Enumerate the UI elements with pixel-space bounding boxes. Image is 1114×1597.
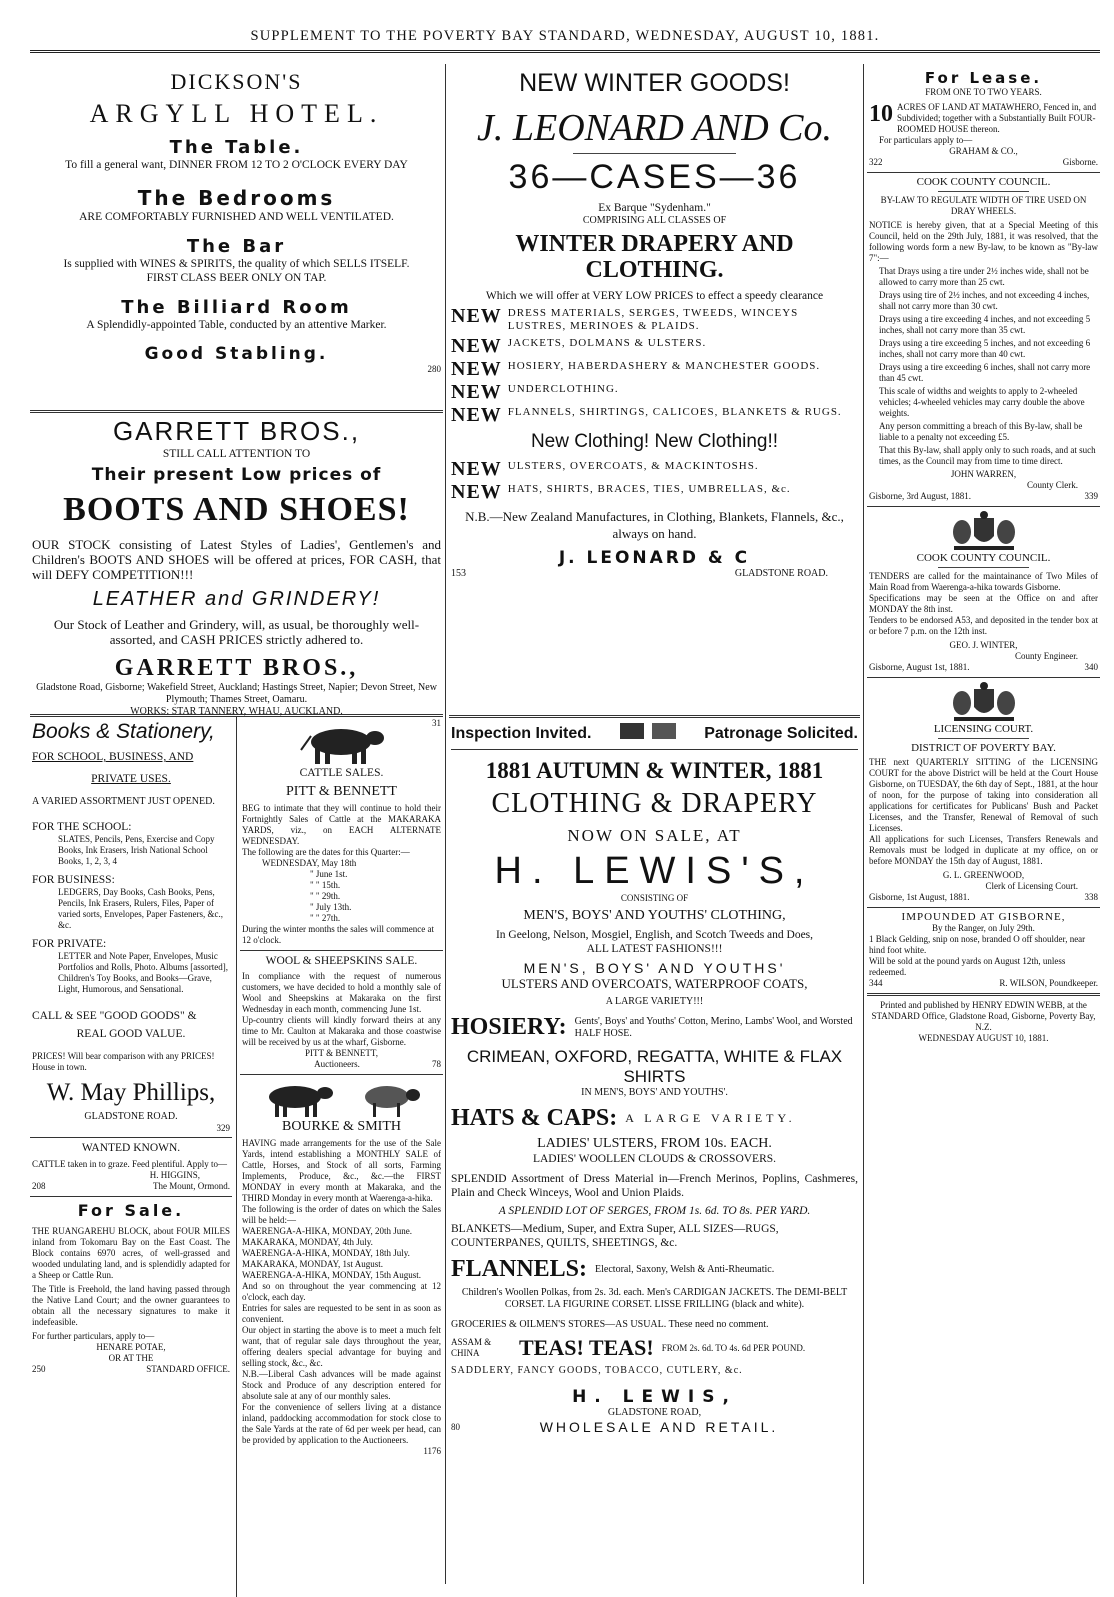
books-column [30,717,232,1379]
ad-headline: LEATHER and GRINDERY! [92,588,381,610]
ad-address: GLADSTONE ROAD. [734,568,828,579]
ad-text: In compliance with the request of numerous customers, we have decided to hold a monthly sale of Wool and Sheepskins at Makaraka on the first Wednesday in each month, commencing June 1st. [242,971,441,1014]
ad-date: Gisborne, 1st August, 1881. [869,892,970,902]
ad-text: FROM ONE TO TWO YEARS. [925,87,1042,97]
ad-contact: JOHN WARREN, [950,469,1017,479]
section-text: To fill a general want, DINNER FROM 12 TO 2 O'CLOCK EVERY DAY [65,159,408,171]
wanted-ad [30,1138,232,1197]
ad-works: WORKS: STAR TANNERY, WHAU, AUCKLAND. [130,706,343,717]
ad-number: 340 [1084,662,1098,672]
ad-text: By the Ranger, on July 29th. [932,923,1035,933]
ad-text: BY-LAW TO REGULATE WIDTH OF TIRE USED ON DRAY WHEELS. [880,195,1087,216]
new-item [451,306,858,333]
header-rule [30,50,1100,53]
new-item-text: DRESS MATERIALS, SERGES, TWEEDS, WINCEYS LUSTRES, MERINOES & PLAIDS. [507,307,799,332]
date-item: WAERENGA-A-HIKA, MONDAY, 15th August. [242,1270,422,1280]
new-item-text: ULSTERS, OVERCOATS, & MACKINTOSHS. [507,460,759,472]
ad-number: 280 [427,364,441,374]
ad-text: LADIES' WOOLLEN CLOUDS & CROSSOVERS. [532,1153,777,1165]
garrett-bros-ad [30,413,443,728]
imprint [867,996,1100,1048]
new-item-text: FLANNELS, SHIRTINGS, CALICOES, BLANKETS & RUGS. [507,406,842,418]
ad-text: In Geelong, Nelson, Mosgiel, English, and Scotch Tweeds and Does, [495,929,814,941]
cattle-sales-ad [240,717,443,951]
date-item: " " 15th. [310,880,341,890]
newspaper-page [30,28,1100,1588]
ad-title: CATTLE SALES. [299,767,384,779]
ad-text: SPLENDID Assortment of Dress Material in—French Merinos, Poplins, Cashmeres, Plain and Check Winceys, Wool and Union Plaids. [451,1173,858,1199]
ad-title: For Lease. [924,69,1043,87]
ad-text: ULSTERS AND OVERCOATS, WATERPROOF COATS, [501,976,808,991]
ad-text: Clerk of Licensing Court. [985,881,1078,891]
coat-of-arms-icon [869,681,1098,723]
new-item [451,382,858,402]
column-divider [236,717,237,1597]
books-ad [30,717,232,1138]
ad-title: Books & Stationery, [32,720,215,743]
ad-contact: H. HIGGINS, [149,1170,200,1180]
date-item: MAKARAKA, MONDAY, 4th July. [242,1237,373,1247]
new-item-text: HOSIERY, HABERDASHERY & MANCHESTER GOODS. [507,360,821,372]
ad-text: Will be sold at the pound yards on August 12th, unless redeemed. [869,956,1066,977]
licensing-court-ad [867,678,1100,908]
ad-date: Gisborne, 3rd August, 1881. [869,491,971,501]
new-label: NEW [451,381,502,403]
ad-text: MEN'S, BOYS' AND YOUTHS' CLOTHING, [523,908,786,923]
ad-text: Our object in starting the above is to meet a much felt want, that of regular sale days throughout the year, offering dealers special advantage for buying and selling stock, &c., &c. [242,1325,441,1368]
ad-headline: TEAS! TEAS! [519,1335,654,1360]
argyll-hotel-ad [30,66,443,413]
ad-contact: G. L. GREENWOOD, [942,870,1025,880]
ad-text: The Title is Freehold, the land having passed through the Native Land Court; and the owner guarantees to obtain all the necessary signatures to make it indefeasible. [32,1284,230,1327]
ad-headline: BOOTS AND SHOES! [63,491,410,528]
column-divider [863,64,864,1584]
ad-contact: HENARE POTAE, [96,1342,166,1352]
bylaw-rule: Any person committing a breach of this By-law, shall be liable to a penalty not exceeding £5. [879,421,1083,442]
ad-text: MEN'S, BOYS' AND YOUTHS' [523,960,786,976]
ad-number: 338 [1084,892,1098,902]
section-heading: The Billiard Room [121,297,352,318]
new-label: NEW [451,481,502,503]
ad-title: WANTED KNOWN. [81,1142,181,1154]
bull-icon [242,720,441,766]
ad-title: GARRETT BROS., [112,416,361,446]
lewis-ad [449,718,860,1438]
ad-title: COOK COUNTY COUNCIL. [916,176,1051,188]
section-text: ARE COMFORTABLY FURNISHED AND WELL VENTILATED. [79,211,394,223]
ad-headline: 1881 AUTUMN & WINTER, 1881 [485,758,824,783]
ad-text: All applications for such Licenses, Transfers Renewals and Removals must be lodged in duplicate at my office, on or before MONDAY the 15th day of August, 1881. [869,834,1098,866]
ad-contact: The Mount, Ormond. [153,1181,230,1191]
divider [938,738,1030,739]
ad-number: 329 [216,1123,230,1133]
date-item: " June 1st. [310,869,348,879]
ad-text: IN MEN'S, BOYS' AND YOUTHS'. [581,1087,728,1098]
ad-text: GLADSTONE ROAD. [84,1111,178,1122]
ad-text: THE next QUARTERLY SITTING of the LICENSING COURT for the above District will be held at the Court House Gisborne, on TUESDAY, the 6th day of Sept., 1881, at the hour of noon, for the purpose of taking into consideration all applications for certificates for Publicans' Bush and Packet Licenses, and the Transfer, Renewal of Removal of such Licenses. [869,757,1098,833]
ad-contact: GRAHAM & CO., [949,146,1018,156]
bylaw-rules [869,266,1098,467]
left-column [30,66,443,1597]
council-tender-ad [867,507,1100,678]
divider [573,153,736,154]
section-text: LEDGERS, Day Books, Cash Books, Pens, Pencils, Ink Erasers, Rulers, Files, Paper of varied sorts, Envelopes, Paper Fasteners, &c., &c. [58,887,223,930]
ad-address: GLADSTONE ROAD, [607,1407,702,1418]
ad-headline: 36—CASES—36 [508,158,801,196]
ad-firm: PITT & BENNETT [286,784,397,799]
ad-firm: BOURKE & SMITH [281,1119,401,1134]
ad-text: A VARIED ASSORTMENT JUST OPENED. [32,796,215,807]
section-text: Is supplied with WINES & SPIRITS, the quality of which SELLS ITSELF. [63,258,410,270]
new-item [451,336,858,356]
ad-text: County Engineer. [1015,651,1078,661]
ad-headline: FLANNELS: [451,1256,588,1282]
bylaw-rule: This scale of widths and weights to apply to 2-wheeled vehicles; 4-wheeled vehicles may carry double the above weights. [879,386,1085,418]
ad-text: DISTRICT OF POVERTY BAY. [911,742,1056,754]
ad-text: TENDERS are called for the maintainance of Two Miles of Main Road from Waerenga-a-hika towards Gisborne. [869,571,1098,592]
ad-number: 208 [32,1181,46,1191]
ad-text: 10 [869,101,893,127]
ad-text: For the convenience of sellers living at a distance inland, paddocking accommodation for stock close to the Sale Yards at the rate of 6d per week per head, can be provided by application to the Auctioneers. [242,1402,441,1445]
page-header: SUPPLEMENT TO THE POVERTY BAY STANDARD, WEDNESDAY, AUGUST 10, 1881. [250,28,880,44]
ad-text: FROM 2s. 6d. TO 4s. 6d PER POUND. [661,1342,806,1353]
ad-text: SADDLERY, FANCY GOODS, TOBACCO, CUTLERY, &c. [451,1365,743,1376]
ad-text: STILL CALL ATTENTION TO [162,448,311,460]
ad-text: LADIES' ULSTERS, FROM 10s. EACH. [537,1136,772,1151]
ad-text: Specifications may be seen at the Office on and after MONDAY the 8th inst. [869,593,1098,614]
crest-icon [618,721,678,746]
ad-text: Inspection Invited. [451,724,592,742]
ad-headline: HATS & CAPS: [451,1105,618,1131]
ad-title: ARGYLL HOTEL. [89,99,384,128]
ad-title: COOK COUNTY COUNCIL. [916,552,1051,564]
middle-column [449,66,860,1438]
new-item [451,405,858,425]
ad-title: IMPOUNDED AT GISBORNE, [901,911,1066,923]
ad-contact: GEO. J. WINTER, [949,640,1018,650]
ad-text: THE RUANGAREHU BLOCK, about FOUR MILES inland from Tokomaru Bay on the East Coast. The Block contains 6970 acres, of well-grassed and wooded undulating land, and is splendidly adapted for a Sheep or Cattle Run. [32,1226,230,1280]
ad-text: For particulars apply to— [879,135,973,145]
ad-text: HAVING made arrangements for the use of the Sale Yards, intend establishing a MONTHLY SALE of Cattle, Horses, and Stock of all sorts, Farming Implements, Produce, &c., &c.—the FIRST MONDAY in every month at Makaraka, and the THIRD Monday in every month at Waerenga-a-hika. [242,1138,441,1203]
ad-text: The following is the order of dates on which the Sales will be held:— [242,1204,441,1225]
ad-headline: CRIMEAN, OXFORD, REGATTA, WHITE & FLAX SHIRTS [466,1047,843,1086]
ad-title: W. May Phillips, [46,1079,216,1106]
section-heading: The Bar [186,236,287,257]
ad-text: Gisborne. [1062,157,1098,167]
ad-contact: R. WILSON, Poundkeeper. [999,978,1098,988]
new-label: NEW [451,358,502,380]
section-heading: FOR PRIVATE: [32,938,107,950]
leonard-ad [449,66,860,718]
ad-number: 339 [1084,491,1098,501]
ad-address: Gladstone Road, Gisborne; Wakefield Street, Auckland; Hastings Street, Napier; Devon Street, New Plymouth; Thames Street, Oamaru. [36,682,437,705]
ad-signature: H. LEWIS, [572,1387,737,1407]
section-text: SLATES, Pencils, Pens, Exercise and Copy Books, Ink Erasers, Irish National School Books, 1, 2, 3, 4 [58,834,215,866]
ad-text: A LARGE VARIETY. [625,1111,796,1125]
cow-and-sheep-icon [242,1079,441,1119]
ad-text: A LARGE VARIETY!!! [605,996,704,1007]
ad-text: Electoral, Saxony, Welsh & Anti-Rheumatic. [595,1263,775,1275]
divider [938,191,1030,192]
ad-text: And so on throughout the year commencing at 12 o'clock, each day. [242,1281,441,1302]
ad-text: During the winter months the sales will commence at 12 o'clock. [242,924,434,945]
ad-text: BLANKETS—Medium, Super, and Extra Super, ALL SIZES—RUGS, COUNTERPANES, QUILTS, SHEETINGS, &c. [451,1223,779,1249]
lease-ad [867,66,1100,173]
ad-number: 250 [32,1364,46,1374]
ad-number: 153 [451,568,466,579]
ad-text: ACRES OF LAND AT MATAWHERO, Fenced in, and Subdivided; together with a Substantially Built FOUR-ROOMED HOUSE thereon. [897,102,1097,134]
ad-signature: J. LEONARD & C [558,548,751,568]
ad-headline: CLOTHING & DRAPERY [491,788,818,819]
ad-text: NOW ON SALE, AT [567,826,742,845]
ad-headline: New Clothing! New Clothing!! [530,431,779,452]
ad-number: 1176 [423,1446,441,1456]
date-item: WAERENGA-A-HIKA, MONDAY, 20th June. [242,1226,412,1236]
ad-text: Ex Barque "Sydenham." [598,202,711,214]
new-item-text: HATS, SHIRTS, BRACES, TIES, UMBRELLAS, &c. [507,483,791,495]
section-text: FIRST CLASS BEER ONLY ON TAP. [146,272,327,284]
ad-text: FOR SCHOOL, BUSINESS, AND [32,751,194,763]
for-sale-ad [30,1197,232,1379]
ad-date: Gisborne, August 1st, 1881. [869,662,970,672]
ad-name: DICKSON'S [170,69,303,94]
ad-text: CALL & SEE "GOOD GOODS" & [32,1010,197,1022]
new-label: NEW [451,458,502,480]
date-item: MAKARAKA, MONDAY, 1st August. [242,1259,384,1269]
ad-firm: PITT & BENNETT, [305,1048,378,1058]
ad-text: OUR STOCK consisting of Latest Styles of Ladies', Gentlemen's and Children's BOOTS AND SHOES will be offered at prices, FOR CASH, that will DEFY COMPETITION!!! [32,537,441,582]
ad-text: A SPLENDID LOT OF SERGES, FROM 1s. 6d. TO 8s. PER YARD. [498,1205,811,1217]
section-heading: The Bedrooms [137,186,336,210]
section-heading: FOR BUSINESS: [32,874,115,886]
ad-text: OR AT THE [108,1353,154,1363]
bylaw-rule: Drays using a tire exceeding 5 inches, and not exceeding 6 inches, shall not carry more than 40 cwt. [879,338,1091,359]
ad-title: LICENSING COURT. [933,723,1034,735]
date-list [242,858,441,924]
ad-text: ASSAM & CHINA [451,1337,492,1358]
date-item: WAERENGA-A-HIKA, MONDAY, 18th July. [242,1248,410,1258]
date-item: " " 27th. [310,913,341,923]
bylaw-rule: That Drays using a tire under 2½ inches wide, shall not be allowed to carry more than 25 cwt. [879,266,1089,287]
ad-text: County Clerk. [1027,480,1078,490]
ad-text: REAL GOOD VALUE. [76,1028,186,1040]
ad-text: For further particulars, apply to— [32,1331,155,1341]
imprint-date: WEDNESDAY AUGUST 10, 1881. [918,1033,1049,1043]
ad-contact: STANDARD OFFICE. [146,1364,230,1374]
coat-of-arms-icon [869,510,1098,552]
section-heading: FOR THE SCHOOL: [32,821,132,833]
ad-text: CATTLE taken in to graze. Feed plentiful. Apply to— [32,1159,227,1169]
new-item [451,359,858,379]
ad-headline: NEW WINTER GOODS! [519,69,790,97]
ad-title: H. LEWIS'S, [494,850,815,892]
new-item [451,482,858,502]
ad-text: 1 Black Gelding, snip on nose, branded O off shoulder, near hind foot white. [869,934,1086,955]
ad-title: WOOL & SHEEPSKINS SALE. [265,955,418,967]
ad-text: GROCERIES & OILMEN'S STORES—AS USUAL. These need no comment. [451,1319,769,1330]
section-heading: Good Stabling. [144,344,329,364]
impounded-ad [867,908,1100,996]
ad-number: 80 [451,1421,460,1432]
ad-headline: HOSIERY: [451,1014,567,1040]
new-item-text: JACKETS, DOLMANS & ULSTERS. [507,337,707,349]
ad-text: PRICES! Will bear comparison with any PRICES! House in town. [32,1051,215,1072]
column-divider [445,64,446,1584]
bylaw-rule: Drays using a tire exceeding 6 inches, shall not carry more than 45 cwt. [879,362,1091,383]
ad-text: NOTICE is hereby given, that at a Special Meeting of this Council, held on the 29th July, 1881, it was resolved, that the following words form a new By-law, to be known as "By-law 7":— [869,220,1098,263]
ad-text: WHOLESALE AND RETAIL. [539,1419,779,1435]
ad-number: 344 [869,978,883,988]
ad-text: N.B.—New Zealand Manufactures, in Clothing, Blankets, Flannels, &c., always on hand. [465,509,844,541]
ad-text: COMPRISING ALL CLASSES OF [582,215,727,226]
ad-title: For Sale. [77,1201,185,1220]
ad-number: 322 [869,157,883,167]
ad-text: Their present Low prices of [91,465,382,485]
left-subcolumns [30,717,443,1597]
bylaw-rule: Drays using tire of 2½ inches, and not exceeding 4 inches, shall not carry more than 30 cwt. [879,290,1090,311]
ad-headline: WINTER DRAPERY AND CLOTHING. [515,231,794,283]
new-label: NEW [451,404,502,426]
new-item-text: UNDERCLOTHING. [507,383,619,395]
imprint-text: Printed and published by HENRY EDWIN WEBB, at the STANDARD Office, Gladstone Road, Gisborne, Poverty Bay, N.Z. [871,1000,1096,1032]
new-item [451,459,858,479]
ad-text: PRIVATE USES. [91,773,171,785]
ad-text: Children's Woollen Polkas, from 2s. 3d. each. Men's CARDIGAN JACKETS. The DEMI-BELT CORSET. LA FIGURINE CORSET. LISSE FRILLING (black and white). [461,1287,848,1310]
ad-text: Patronage Solicited. [704,724,858,742]
bylaw-rule: That this By-law, shall apply only to such roads, and at such times, as the Council may from time to time direct. [879,445,1096,466]
council-bylaw-ad [867,173,1100,507]
date-item: " July 13th. [310,902,352,912]
ad-text: Entries for sales are requested to be sent in as soon as convenient. [242,1303,441,1324]
new-label: NEW [451,335,502,357]
ad-text: Our Stock of Leather and Grindery, will, as usual, be thoroughly well-assorted, and CASH PRICES strictly adhered to. [53,617,420,647]
ad-text: ALL LATEST FASHIONS!!! [586,943,723,955]
right-column [867,66,1100,1048]
ad-text: Up-country clients will kindly forward theirs at any time to Mr. Caulton at Makaraka and those coastwise will be received by us at the wharf, Gisborne. [242,1015,441,1047]
section-heading: The Table. [169,137,304,158]
ad-title: GARRETT BROS., [114,655,359,681]
new-label: NEW [451,305,502,327]
divider [938,567,1030,568]
date-list [242,1226,441,1281]
date-item: " " 29th. [310,891,341,901]
ad-title: J. LEONARD AND Co. [476,107,833,149]
ad-text: N.B.—Liberal Cash advances will be made against Stock and Produce of any description entered for absolute sale at any of our monthly sales. [242,1369,441,1401]
ad-text: BEG to intimate that they will continue to hold their Fortnightly Sales of Cattle at the MAKARAKA YARDS, viz., on EACH ALTERNATE WEDNESDAY. [242,803,441,846]
section-text: LETTER and Note Paper, Envelopes, Music Portfolios and Rolls, Photo. Albums [assorted], Children's Toy Books, and Books—Grave, Light, Humorous, and Sensational. [58,951,229,994]
ad-text: The following are the dates for this Quarter:— [242,847,410,857]
date-item: WEDNESDAY, May 18th [262,858,357,868]
ad-number: 78 [431,1059,441,1069]
bylaw-rule: Drays using a tire exceeding 4 inches, and not exceeding 5 inches, shall not carry more than 35 cwt. [879,314,1091,335]
ad-number: 31 [432,718,441,728]
cattle-column [240,717,443,1460]
ad-text: Auctioneers. [314,1059,360,1069]
ad-text: Gents', Boys' and Youths' Cotton, Merino, Lambs' Wool, and Worsted HALF HOSE. [574,1015,853,1039]
bourke-smith-ad [240,1075,443,1460]
ad-text: Tenders to be endorsed A53, and deposited in the tender box at or before 7 p.m. on the 12th inst. [869,615,1098,636]
ad-text: Which we will offer at VERY LOW PRICES to effect a speedy clearance [485,290,824,302]
section-text: A Splendidly-appointed Table, conducted by an attentive Marker. [86,319,387,331]
wool-sale-ad [240,951,443,1075]
ad-text: CONSISTING OF [620,893,689,903]
